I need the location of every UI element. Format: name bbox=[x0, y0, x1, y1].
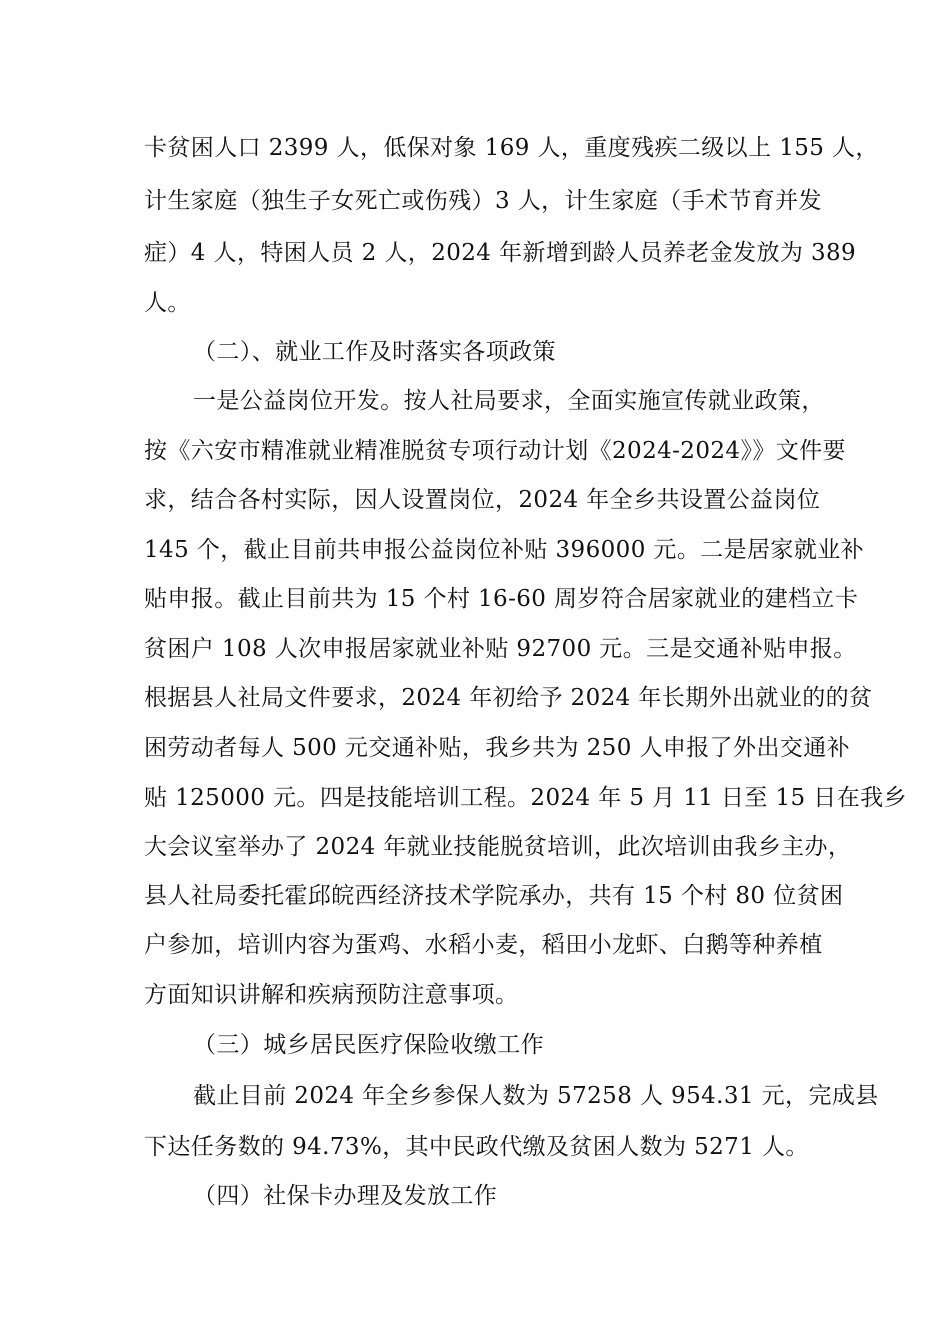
section-heading-3: （三）城乡居民医疗保险收缴工作 bbox=[193, 1032, 544, 1058]
text-line: 贴 125000 元。四是技能培训工程。2024 年 5 月 11 日至 15 日在我乡 bbox=[144, 785, 907, 811]
text-line: 截止目前 2024 年全乡参保人数为 57258 人 954.31 元，完成县 bbox=[193, 1083, 879, 1109]
text-line: 贴申报。截止目前共为 15 个村 16-60 周岁符合居家就业的建档立卡 bbox=[144, 586, 859, 612]
text-line: 困劳动者每人 500 元交通补贴，我乡共为 250 人申报了外出交通补 bbox=[144, 735, 851, 761]
text-line: 计生家庭（独生子女死亡或伤残）3 人，计生家庭（手术节育并发 bbox=[144, 188, 822, 214]
text-line: 户参加，培训内容为蛋鸡、水稻小麦，稻田小龙虾、白鹅等种养植 bbox=[144, 932, 823, 958]
text-line: 求，结合各村实际，因人设置岗位，2024 年全乡共设置公益岗位 bbox=[144, 487, 821, 513]
text-line: 按《六安市精准就业精准脱贫专项行动计划《2024-2024》》文件要 bbox=[144, 438, 846, 464]
text-line: 一是公益岗位开发。按人社局要求，全面实施宣传就业政策， bbox=[193, 388, 825, 414]
text-line: 根据县人社局文件要求，2024 年初给予 2024 年长期外出就业的的贫 bbox=[144, 685, 873, 711]
text-line: 145 个，截止目前共申报公益岗位补贴 396000 元。二是居家就业补 bbox=[144, 537, 865, 563]
text-line: 大会议室举办了 2024 年就业技能脱贫培训，此次培训由我乡主办， bbox=[144, 834, 852, 860]
text-line: 症）4 人，特困人员 2 人，2024 年新增到龄人员养老金发放为 389 bbox=[144, 240, 857, 266]
text-line: 县人社局委托霍邱皖西经济技术学院承办，共有 15 个村 80 位贫困 bbox=[144, 883, 844, 909]
text-line: 贫困户 108 人次申报居家就业补贴 92700 元。三是交通补贴申报。 bbox=[144, 636, 857, 662]
section-heading-4: （四）社保卡办理及发放工作 bbox=[193, 1183, 498, 1209]
text-line: 下达任务数的 94.73%，其中民政代缴及贫困人数为 5271 人。 bbox=[144, 1134, 809, 1160]
text-line: 方面知识讲解和疾病预防注意事项。 bbox=[144, 982, 519, 1008]
text-line: 卡贫困人口 2399 人，低保对象 169 人，重度残疾二级以上 155 人， bbox=[144, 135, 879, 161]
text-line: 人。 bbox=[144, 290, 191, 316]
section-heading-2: （二）、就业工作及时落实各项政策 bbox=[193, 339, 556, 365]
